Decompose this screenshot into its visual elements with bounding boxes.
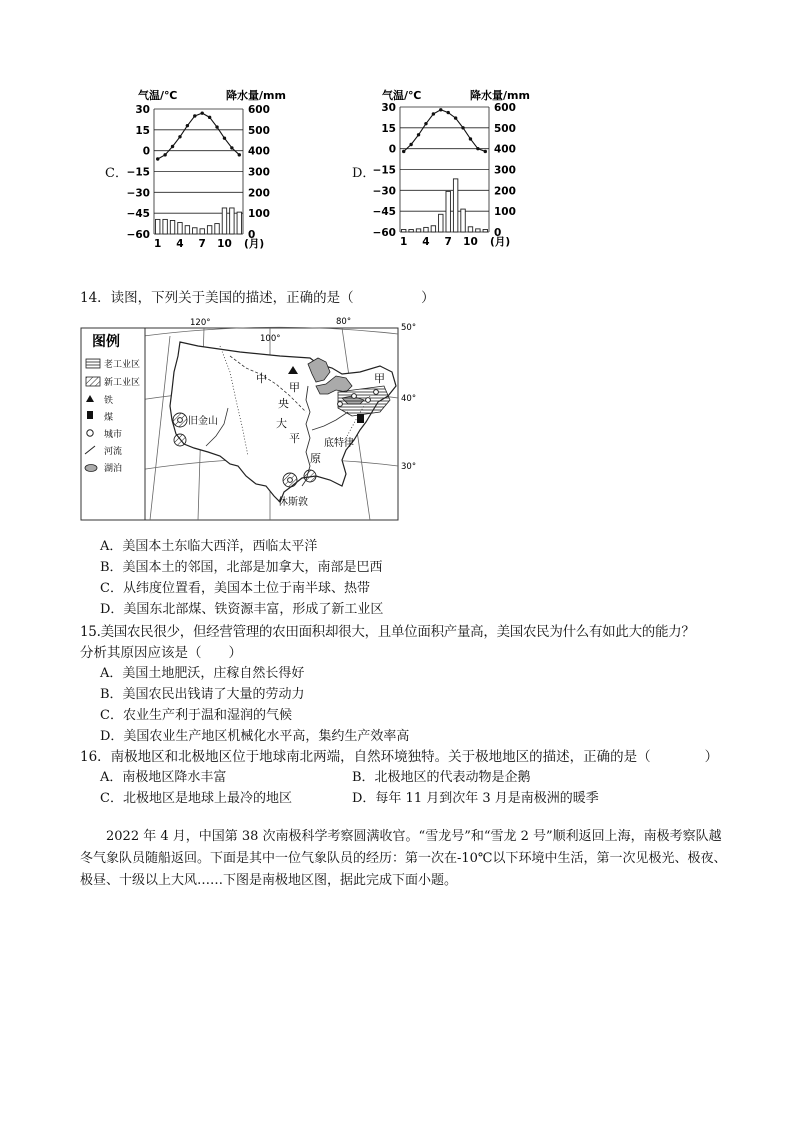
option-d-label: D．	[352, 166, 376, 181]
temp-point	[402, 150, 405, 153]
lon-label-80: 80°	[336, 317, 352, 327]
temp-point	[193, 114, 196, 117]
precip-bar	[200, 229, 204, 234]
precip-bar	[237, 212, 241, 234]
temp-point	[178, 135, 181, 138]
month-tick-label: 10	[463, 236, 478, 248]
q15-stem-line1: 15.美国农民很少，但经营管理的农田面积却很大，且单位面积产量高，美国农民为什么有如此大的能力？	[80, 624, 695, 640]
legend-city-icon	[87, 430, 93, 436]
temp-line	[158, 113, 240, 159]
legend-title: 图例	[92, 334, 120, 350]
lat-label-40: 40°	[401, 394, 417, 404]
q15-option-a: A．美国土地肥沃，庄稼自然长得好	[100, 666, 305, 681]
lat-label-30: 30°	[401, 462, 417, 472]
coal-marker	[357, 414, 364, 423]
precip-bar	[416, 229, 420, 232]
precip-tick-label: 300	[494, 164, 516, 177]
q15-option-b: B．美国农民出钱请了大量的劳动力	[100, 687, 305, 702]
city-ne-3	[374, 390, 379, 395]
legend-old-swatch	[86, 359, 100, 368]
option-c-label: C．	[105, 166, 128, 181]
temp-tick-label: −60	[372, 227, 396, 239]
precip-tick-label: 0	[494, 227, 502, 239]
legend-new-swatch	[86, 377, 100, 386]
temp-tick-label: 30	[135, 104, 150, 116]
city-houston	[288, 478, 293, 483]
precip-bar	[155, 219, 159, 234]
city-detroit	[338, 402, 343, 407]
temp-tick-label: 15	[381, 122, 396, 135]
legend-city-label: 城市	[104, 430, 123, 440]
temp-tick-label: −30	[372, 185, 396, 198]
month-tick-label: 1	[154, 238, 162, 250]
legend-old-label: 老工业区	[104, 360, 141, 370]
precip-tick-label: 400	[494, 143, 516, 156]
month-unit-label: (月)	[244, 238, 265, 250]
precip-bar	[446, 191, 450, 232]
temp-point	[447, 111, 450, 114]
precip-tick-label: 500	[248, 124, 270, 137]
precip-bar	[163, 219, 167, 234]
label-zhong: 中	[256, 372, 267, 385]
label-detroit: 底特律	[324, 438, 354, 449]
precip-bar	[170, 220, 174, 234]
precip-tick-label: 100	[248, 208, 270, 221]
temp-tick-label: −15	[372, 164, 396, 177]
precip-bar	[178, 223, 182, 234]
temp-point	[469, 137, 472, 140]
temp-tick-label: −60	[126, 229, 150, 241]
label-jia-east: 甲	[374, 372, 385, 385]
new-industrial-houston-2	[304, 470, 316, 482]
precip-tick-label: 600	[494, 102, 516, 114]
precip-bar	[193, 228, 197, 234]
temp-line	[404, 110, 486, 152]
temp-point	[186, 124, 189, 127]
precip-ticks	[248, 104, 270, 241]
temp-point	[171, 145, 174, 148]
label-san-francisco: 旧金山	[188, 416, 218, 427]
usa-map	[80, 316, 420, 522]
precip-bar	[424, 227, 428, 232]
q15-stem-line2: 分析其原因应该是（ ）	[80, 645, 242, 661]
q14-option-c: C．从纬度位置看，美国本土位于南半球、热带	[100, 581, 370, 596]
antarctic-passage: 2022 年 4 月，中国第 38 次南极科学考察圆满收官。“雪龙号”和“雪龙 2 号”顺利返回上海，南极考察队越冬气象队员随船返回。下面是其中一位气象队员的经历：第一次在-10℃以下环境中生活，第一次见极光、极夜、极昼、十级以上大风……下图是南极地区图，据此完成下面小题。	[80, 829, 727, 888]
label-da: 大	[276, 417, 287, 430]
month-ticks	[400, 235, 510, 248]
precip-tick-label: 0	[248, 229, 256, 241]
q15-option-c: C．农业生产利于温和湿润的气候	[100, 708, 292, 723]
legend-river-label: 河流	[104, 447, 123, 457]
q14-option-b: B．美国本土的邻国，北部是加拿大，南部是巴西	[100, 560, 383, 575]
temp-tick-label: −45	[372, 206, 396, 219]
month-tick-label: 7	[444, 236, 452, 248]
climate-chart-d	[362, 86, 562, 256]
precip-tick-label: 200	[494, 185, 516, 198]
temp-tick-label: 15	[135, 124, 150, 137]
temp-tick-label: 30	[381, 102, 396, 114]
precip-bar	[476, 229, 480, 232]
q14-option-d: D．美国东北部煤、铁资源丰富，形成了新工业区	[100, 602, 384, 617]
month-tick-label: 7	[198, 238, 206, 250]
temp-point	[484, 150, 487, 153]
q15-option-d: D．美国农业生产地区机械化水平高，集约生产效率高	[100, 729, 410, 744]
temp-ticks	[127, 104, 150, 241]
precip-tick-label: 300	[248, 166, 270, 179]
label-yang: 央	[278, 397, 289, 410]
lon-label-100: 100°	[260, 334, 281, 344]
temp-point	[163, 153, 166, 156]
legend-new-label: 新工业区	[104, 378, 141, 388]
precip-bar	[439, 214, 443, 232]
lat-label-50: 50°	[401, 323, 417, 333]
temp-point	[424, 122, 427, 125]
temp-point	[215, 125, 218, 128]
temp-tick-label: −15	[126, 166, 150, 179]
temp-tick-label: 0	[388, 143, 396, 156]
precip-tick-label: 400	[248, 145, 270, 158]
precip-ticks	[494, 102, 516, 239]
temp-axis-title: 气温/℃	[382, 89, 422, 102]
city-ne-1	[352, 394, 357, 399]
precip-bar	[207, 226, 211, 234]
precip-tick-label: 200	[248, 187, 270, 200]
temp-point	[432, 112, 435, 115]
city-ne-2	[366, 398, 371, 403]
month-tick-label: 10	[217, 238, 232, 250]
label-ping: 平	[289, 432, 300, 445]
q16-option-d: D．每年 11 月到次年 3 月是南极洲的暖季	[352, 791, 599, 806]
q16-option-b: B．北极地区的代表动物是企鹅	[352, 770, 531, 785]
temp-ticks	[373, 102, 396, 239]
temp-point	[223, 136, 226, 139]
precip-bar	[185, 226, 189, 234]
month-tick-label: 4	[176, 238, 184, 250]
temp-axis-title: 气温/℃	[138, 89, 178, 102]
temp-tick-label: −45	[126, 208, 150, 221]
temp-tick-label: −30	[126, 187, 150, 200]
precip-bar	[483, 230, 487, 233]
city-sf	[178, 418, 183, 423]
month-unit-label: (月)	[490, 236, 511, 248]
precip-bar	[468, 227, 472, 232]
label-yuan: 原	[310, 452, 321, 465]
precip-axis-title: 降水量/mm	[226, 89, 286, 102]
temp-point	[417, 133, 420, 136]
temp-point	[238, 153, 241, 156]
new-industrial-la	[174, 434, 186, 446]
label-houston: 休斯敦	[278, 497, 308, 508]
precip-bar	[215, 224, 219, 234]
temp-point	[201, 111, 204, 114]
precip-bar	[230, 208, 234, 234]
temp-point	[461, 126, 464, 129]
precip-bar	[401, 230, 405, 233]
q16-option-c: C．北极地区是地球上最冷的地区	[100, 791, 292, 806]
precip-bar	[222, 208, 226, 234]
q16-stem: 16．南极地区和北极地区位于地球南北两端，自然环境独特。关于极地地区的描述，正确的是（ ）	[80, 749, 719, 765]
q14-stem: 14．读图，下列关于美国的描述，正确的是（ ）	[80, 290, 435, 306]
temp-point	[208, 116, 211, 119]
legend-lake-label: 湖泊	[104, 464, 123, 474]
temp-point	[439, 108, 442, 111]
legend-coal-label: 煤	[104, 413, 114, 423]
month-ticks	[154, 237, 264, 250]
q14-option-a: A．美国本土东临大西洋，西临太平洋	[100, 539, 318, 554]
temp-tick-label: 0	[142, 145, 150, 158]
precip-bar	[453, 179, 457, 232]
climate-chart-c	[118, 86, 318, 256]
legend-lake-icon	[85, 465, 97, 472]
month-tick-label: 4	[422, 236, 430, 248]
precip-bar	[461, 209, 465, 232]
temp-point	[476, 147, 479, 150]
label-jia-west: 甲	[289, 381, 300, 394]
temp-point	[454, 116, 457, 119]
legend-iron-label: 铁	[104, 396, 114, 406]
precip-bar	[431, 226, 435, 232]
precip-tick-label: 600	[248, 104, 270, 116]
lon-label-120: 120°	[190, 318, 211, 328]
precip-bar	[409, 230, 413, 233]
legend-coal-icon	[87, 411, 93, 419]
precip-tick-label: 500	[494, 122, 516, 135]
legend-box	[81, 328, 145, 520]
temp-point	[156, 157, 159, 160]
temp-point	[230, 146, 233, 149]
q16-option-a: A．南极地区降水丰富	[100, 770, 227, 785]
month-tick-label: 1	[400, 236, 408, 248]
precip-tick-label: 100	[494, 206, 516, 219]
precip-axis-title: 降水量/mm	[470, 89, 530, 102]
temp-point	[409, 143, 412, 146]
